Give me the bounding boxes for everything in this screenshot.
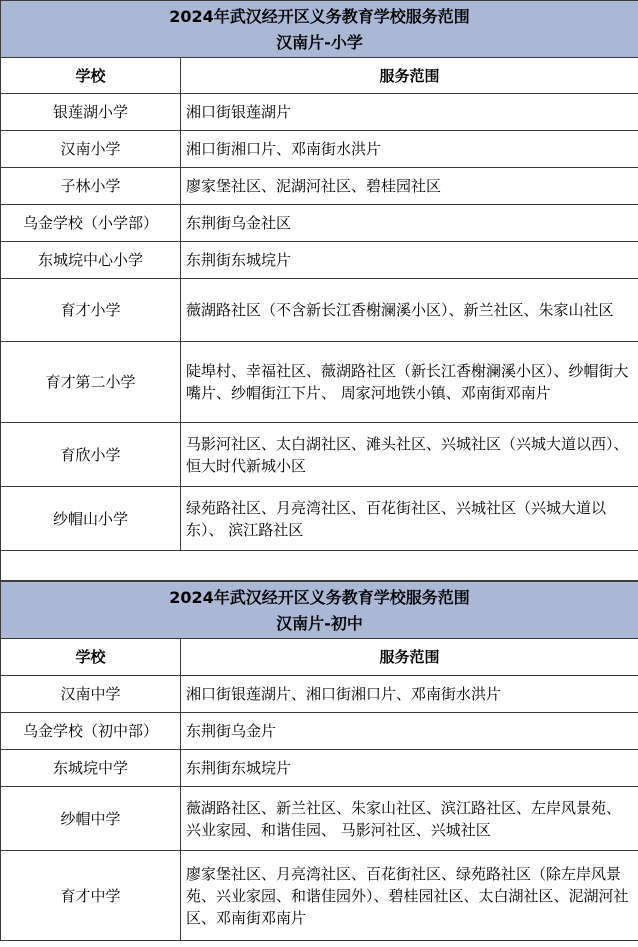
table-row xyxy=(1,676,638,713)
middle-table-title xyxy=(1,582,638,639)
school-name: 育才小学 xyxy=(1,279,181,342)
middle-title-line1: 2024年武汉经开区义务教育学校服务范围 xyxy=(169,587,470,607)
service-scope: 陡埠村、幸福社区、薇湖路社区（新长江香榭澜溪小区）、纱帽街大嘴片、纱帽街江下片、 周家河地铁小镇、邓南街邓南片 xyxy=(181,342,638,423)
service-scope: 薇湖路社区、新兰社区、朱家山社区、滨江路社区、左岸风景苑、兴业家园、和谐佳园、 马影河社区、兴城社区 xyxy=(181,787,638,851)
middle-school-table xyxy=(0,581,638,941)
table-row xyxy=(1,487,638,551)
service-scope: 东荆街东城垸片 xyxy=(181,750,638,787)
service-scope: 湘口街银莲湖片 xyxy=(181,94,638,131)
school-name: 东城垸中心小学 xyxy=(1,242,181,279)
table-row xyxy=(1,342,638,423)
school-name: 纱帽山小学 xyxy=(1,487,181,551)
middle-col-school-header: 学校 xyxy=(1,639,181,676)
table-row xyxy=(1,279,638,342)
primary-table-title xyxy=(1,1,638,58)
primary-col-scope-header: 服务范围 xyxy=(181,58,638,94)
table-row xyxy=(1,205,638,242)
school-name: 纱帽中学 xyxy=(1,787,181,851)
table-row xyxy=(1,713,638,750)
service-scope: 东荆街乌金社区 xyxy=(181,205,638,242)
school-name: 育才第二小学 xyxy=(1,342,181,423)
spacer-row xyxy=(1,551,638,581)
table-row xyxy=(1,787,638,851)
middle-title-row xyxy=(1,582,638,639)
middle-header-row xyxy=(1,639,638,676)
primary-title-line2: 汉南片-小学 xyxy=(276,32,363,52)
table-row xyxy=(1,94,638,131)
school-name: 东城垸中学 xyxy=(1,750,181,787)
school-name: 汉南小学 xyxy=(1,131,181,168)
service-scope: 马影河社区、太白湖社区、滩头社区、兴城社区（兴城大道以西）、恒大时代新城小区 xyxy=(181,423,638,487)
school-name: 子林小学 xyxy=(1,168,181,205)
service-scope: 湘口街银莲湖片、湘口街湘口片、邓南街水洪片 xyxy=(181,676,638,713)
service-scope: 绿苑路社区、月亮湾社区、百花街社区、兴城社区（兴城大道以东）、 滨江路社区 xyxy=(181,487,638,551)
service-scope: 东荆街东城垸片 xyxy=(181,242,638,279)
service-scope: 薇湖路社区（不含新长江香榭澜溪小区）、新兰社区、朱家山社区 xyxy=(181,279,638,342)
school-name: 汉南中学 xyxy=(1,676,181,713)
school-name: 育欣小学 xyxy=(1,423,181,487)
table-row xyxy=(1,168,638,205)
school-name: 乌金学校（初中部） xyxy=(1,713,181,750)
middle-title-line2: 汉南片-初中 xyxy=(276,613,363,633)
school-name: 乌金学校（小学部） xyxy=(1,205,181,242)
service-scope: 东荆街乌金片 xyxy=(181,713,638,750)
school-name: 银莲湖小学 xyxy=(1,94,181,131)
primary-col-school-header: 学校 xyxy=(1,58,181,94)
primary-header-row xyxy=(1,58,638,94)
service-scope: 廖家堡社区、月亮湾社区、百花街社区、绿苑路社区（除左岸风景苑、兴业家园、和谐佳园外）、碧桂园社区、太白湖社区、泥湖河社区、邓南街邓南片 xyxy=(181,851,638,941)
table-row xyxy=(1,750,638,787)
table-row xyxy=(1,131,638,168)
primary-title-line1: 2024年武汉经开区义务教育学校服务范围 xyxy=(169,6,470,26)
school-name: 育才中学 xyxy=(1,851,181,941)
table-row xyxy=(1,851,638,941)
primary-title-row xyxy=(1,1,638,58)
middle-col-scope-header: 服务范围 xyxy=(181,639,638,676)
spacer-cell xyxy=(1,551,638,581)
service-scope: 廖家堡社区、泥湖河社区、碧桂园社区 xyxy=(181,168,638,205)
table-row xyxy=(1,242,638,279)
service-scope: 湘口街湘口片、邓南街水洪片 xyxy=(181,131,638,168)
table-row xyxy=(1,423,638,487)
